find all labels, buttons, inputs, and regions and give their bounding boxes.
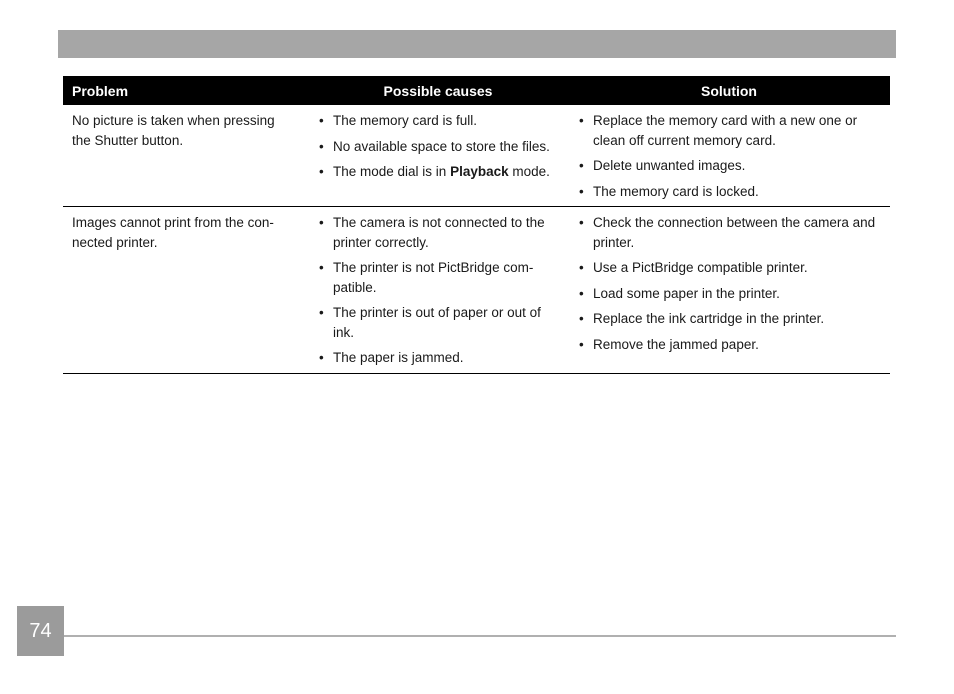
solution-item: • Replace the ink cartridge in the printer. bbox=[577, 309, 881, 329]
header-possible-causes: Possible causes bbox=[308, 76, 568, 105]
cause-item: • The paper is jammed. bbox=[317, 348, 559, 368]
solution-item: • Replace the memory card with a new one or clean off current memory card. bbox=[577, 111, 881, 150]
table-row bbox=[63, 207, 890, 374]
problem-cell: No picture is taken when pressing the Shutter button. bbox=[63, 105, 308, 207]
page-number: 74 bbox=[17, 606, 64, 656]
header-solution: Solution bbox=[568, 76, 890, 105]
cause-item bbox=[317, 162, 559, 182]
troubleshooting-table bbox=[63, 76, 890, 374]
mode-name: Playback bbox=[450, 164, 509, 179]
solution-item: • Check the connection between the camera and printer. bbox=[577, 213, 881, 252]
table-row bbox=[63, 105, 890, 207]
solution-item: • Load some paper in the printer. bbox=[577, 284, 881, 304]
footer-rule bbox=[64, 635, 896, 637]
header-problem: Problem bbox=[63, 76, 308, 105]
cause-text: mode. bbox=[508, 164, 550, 179]
header-bar bbox=[58, 30, 896, 58]
cause-item: • The memory card is full. bbox=[317, 111, 559, 131]
cause-item: • No available space to store the files. bbox=[317, 137, 559, 157]
cause-item: • The camera is not connected to the printer correctly. bbox=[317, 213, 559, 252]
solution-item: • Delete unwanted images. bbox=[577, 156, 881, 176]
causes-list bbox=[317, 111, 559, 182]
table-header-row bbox=[63, 76, 890, 105]
solution-item: • The memory card is locked. bbox=[577, 182, 881, 202]
cause-text: The mode dial is in bbox=[333, 164, 451, 179]
solutions-cell bbox=[568, 207, 890, 374]
cause-item: • The printer is out of paper or out of ink. bbox=[317, 303, 559, 342]
problem-cell: Images cannot print from the con-nected printer. bbox=[63, 207, 308, 374]
solutions-list bbox=[577, 111, 881, 201]
solutions-cell bbox=[568, 105, 890, 207]
cause-item: • The printer is not PictBridge com-patible. bbox=[317, 258, 559, 297]
causes-cell bbox=[308, 105, 568, 207]
solution-item: • Use a PictBridge compatible printer. bbox=[577, 258, 881, 278]
solutions-list bbox=[577, 213, 881, 354]
causes-list bbox=[317, 213, 559, 368]
causes-cell bbox=[308, 207, 568, 374]
solution-item: • Remove the jammed paper. bbox=[577, 335, 881, 355]
troubleshooting-table-container bbox=[63, 76, 890, 374]
